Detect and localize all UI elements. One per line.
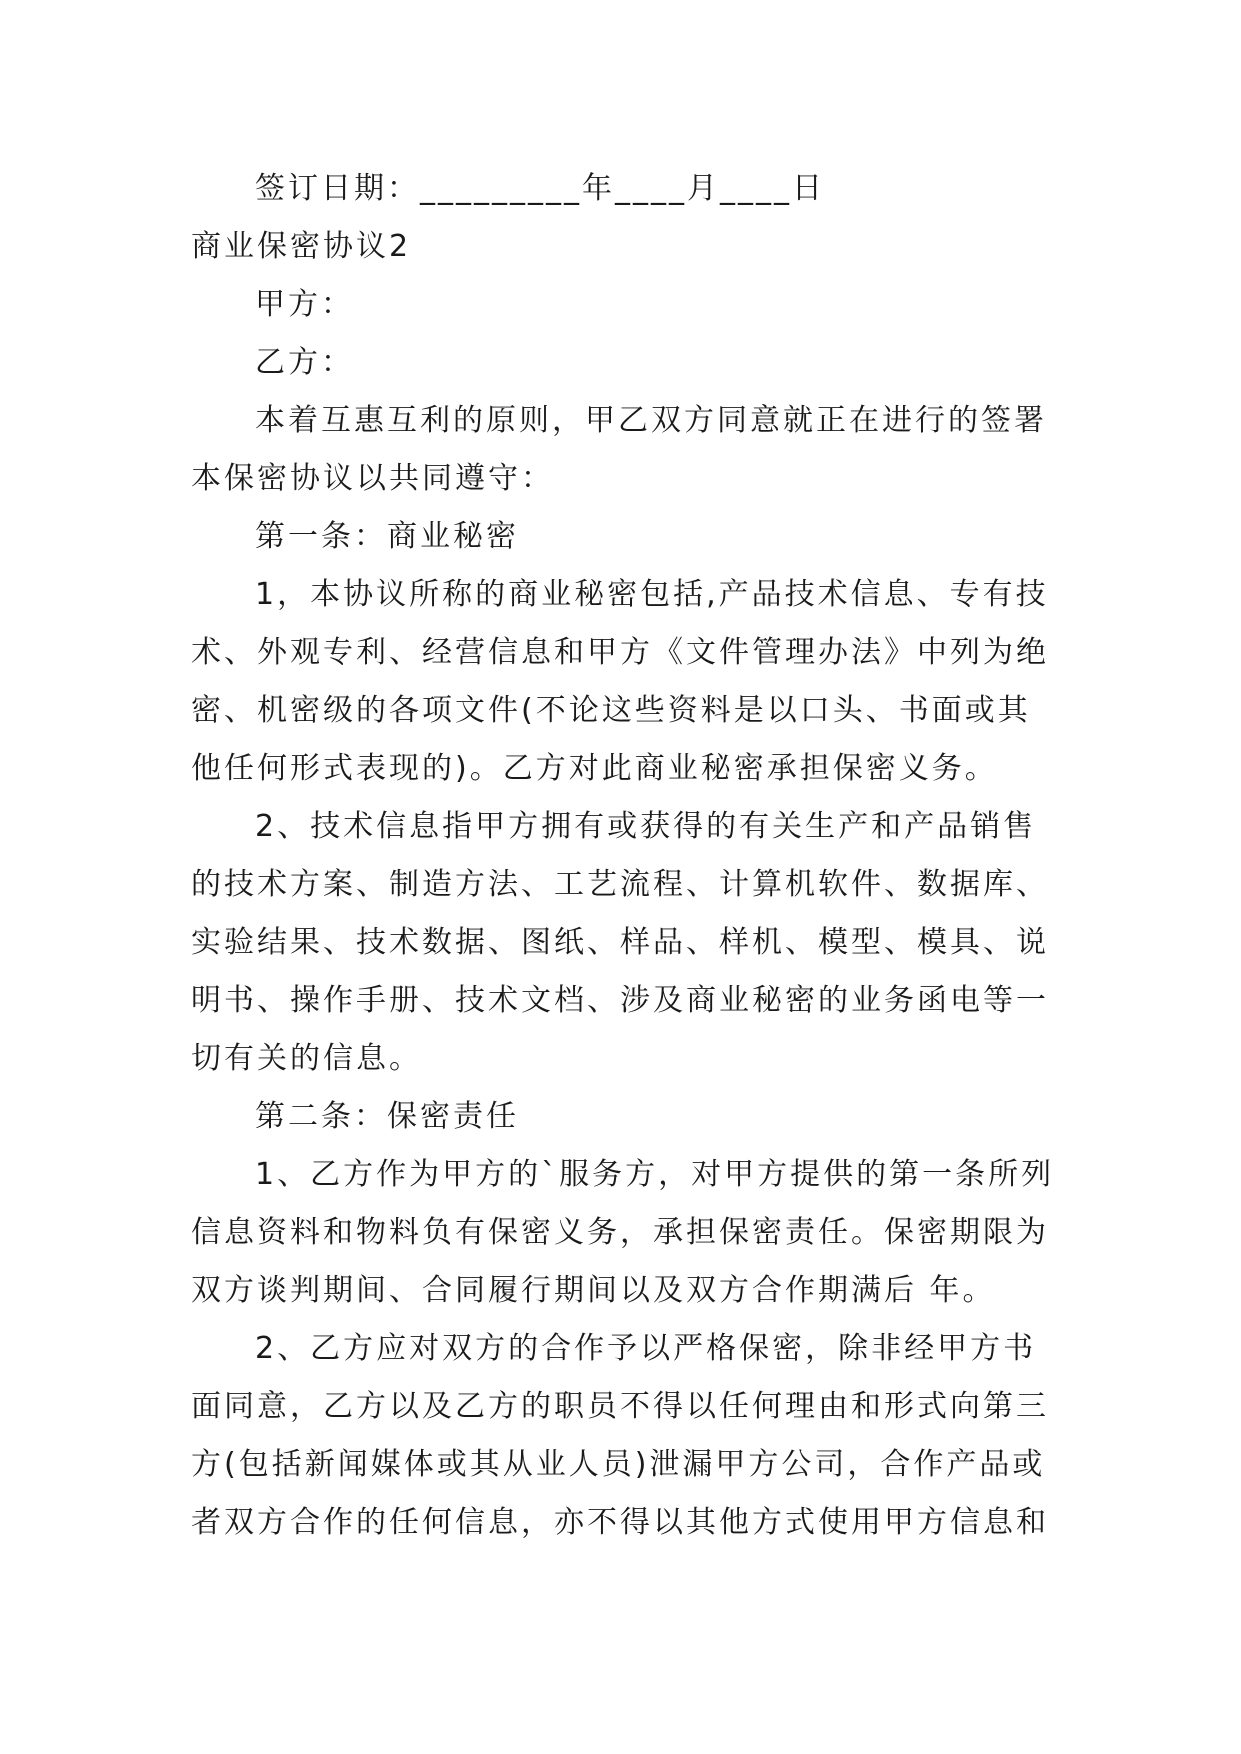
text-line: 本着互惠互利的原则，甲乙双方同意就正在进行的签署 [255,403,1047,438]
text-line: 2、乙方应对双方的合作予以严格保密，除非经甲方书 [255,1331,1037,1366]
agreement-text [191,392,1055,1552]
text-line: 术、外观专利、经营信息和甲方《文件管理办法》中列为绝 [191,635,1049,670]
document-body [191,160,1055,1552]
agreement-title: 商业保密协议2 [191,229,412,264]
text-line: 的技术方案、制造方法、工艺流程、计算机软件、数据库、 [191,867,1049,902]
text-line: 第一条：商业秘密 [255,519,519,554]
text-line: 1、乙方作为甲方的`服务方，对甲方提供的第一条所列 [255,1157,1055,1192]
text-line: 方(包括新闻媒体或其从业人员)泄漏甲方公司，合作产品或 [191,1447,1046,1482]
text-line: 者双方合作的任何信息，亦不得以其他方式使用甲方信息和 [191,1505,1049,1540]
text-line: 本保密协议以共同遵守： [191,461,554,496]
text-line: 第二条：保密责任 [255,1099,519,1134]
text-line: 面同意，乙方以及乙方的职员不得以任何理由和形式向第三 [191,1389,1049,1424]
party-a-line: 甲方： [255,287,354,322]
text-line: 1，本协议所称的商业秘密包括,产品技术信息、专有技 [255,577,1049,612]
text-line: 密、机密级的各项文件(不论这些资料是以口头、书面或其 [191,693,1031,728]
text-line: 2、技术信息指甲方拥有或获得的有关生产和产品销售 [255,809,1037,844]
text-line: 信息资料和物料负有保密义务，承担保密责任。保密期限为 [191,1215,1049,1250]
signing-date-line: 签订日期：_________年____月____日 [255,171,825,206]
party-b-line: 乙方： [255,345,354,380]
text-line: 切有关的信息。 [191,1041,422,1076]
text-line: 明书、操作手册、技术文档、涉及商业秘密的业务函电等一 [191,983,1049,1018]
text-line: 实验结果、技术数据、图纸、样品、样机、模型、模具、说 [191,925,1049,960]
text-line: 他任何形式表现的)。乙方对此商业秘密承担保密义务。 [191,751,998,786]
text-line: 双方谈判期间、合同履行期间以及双方合作期满后 年。 [191,1273,996,1308]
